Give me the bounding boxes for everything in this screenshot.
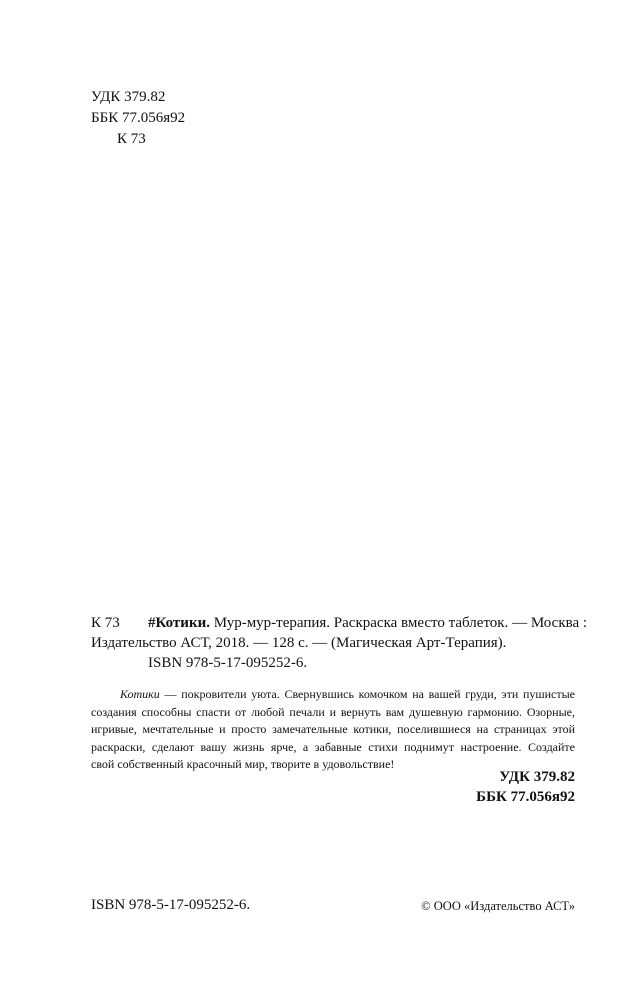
udk-code: УДК 379.82 xyxy=(91,89,166,105)
record-isbn: ISBN 978-5-17-095252-6. xyxy=(148,655,308,671)
record-line-2: Издательство АСТ, 2018. — 128 с. — (Магическая Арт-Терапия). xyxy=(91,635,507,651)
annotation-line-2: создания способны спасти от любой печали и вернуть вам душевную гармонию. Озорные, xyxy=(91,704,575,719)
annotation-line-3: игривые, мечтательные и просто замечательные котики, поселившиеся на страницах этой xyxy=(91,722,575,736)
record-author-mark: К 73 xyxy=(91,615,120,631)
author-mark: К 73 xyxy=(117,131,146,147)
book-title: #Котики. xyxy=(148,615,210,631)
annotation-line-4: раскраски, сделают вашу жизнь ярче, а забавные стихи поднимут настроение. Создайте xyxy=(91,739,575,754)
classification-codes xyxy=(476,767,575,807)
record-subtitle: Мур-мур-терапия. Раскраска вместо таблеток. — Москва : xyxy=(209,615,588,631)
annotation xyxy=(91,686,575,774)
bbk-code-bold: ББК 77.056я92 xyxy=(476,789,575,805)
annotation-lead: Котики xyxy=(120,687,160,701)
annotation-line-1-text: — покровители уюта. Свернувшись комочком на вашей груди, эти пушистые xyxy=(159,687,575,701)
record-line-1 xyxy=(148,613,588,633)
udk-code-bold: УДК 379.82 xyxy=(499,769,575,785)
copyright-notice: © ООО «Издательство АСТ» xyxy=(421,899,575,913)
bbk-code: ББК 77.056я92 xyxy=(91,110,186,126)
footer-isbn: ISBN 978-5-17-095252-6. xyxy=(91,897,251,913)
annotation-line-1 xyxy=(91,686,575,704)
annotation-line-5: свой собственный красочный мир, творите в удовольствие! xyxy=(91,757,395,771)
